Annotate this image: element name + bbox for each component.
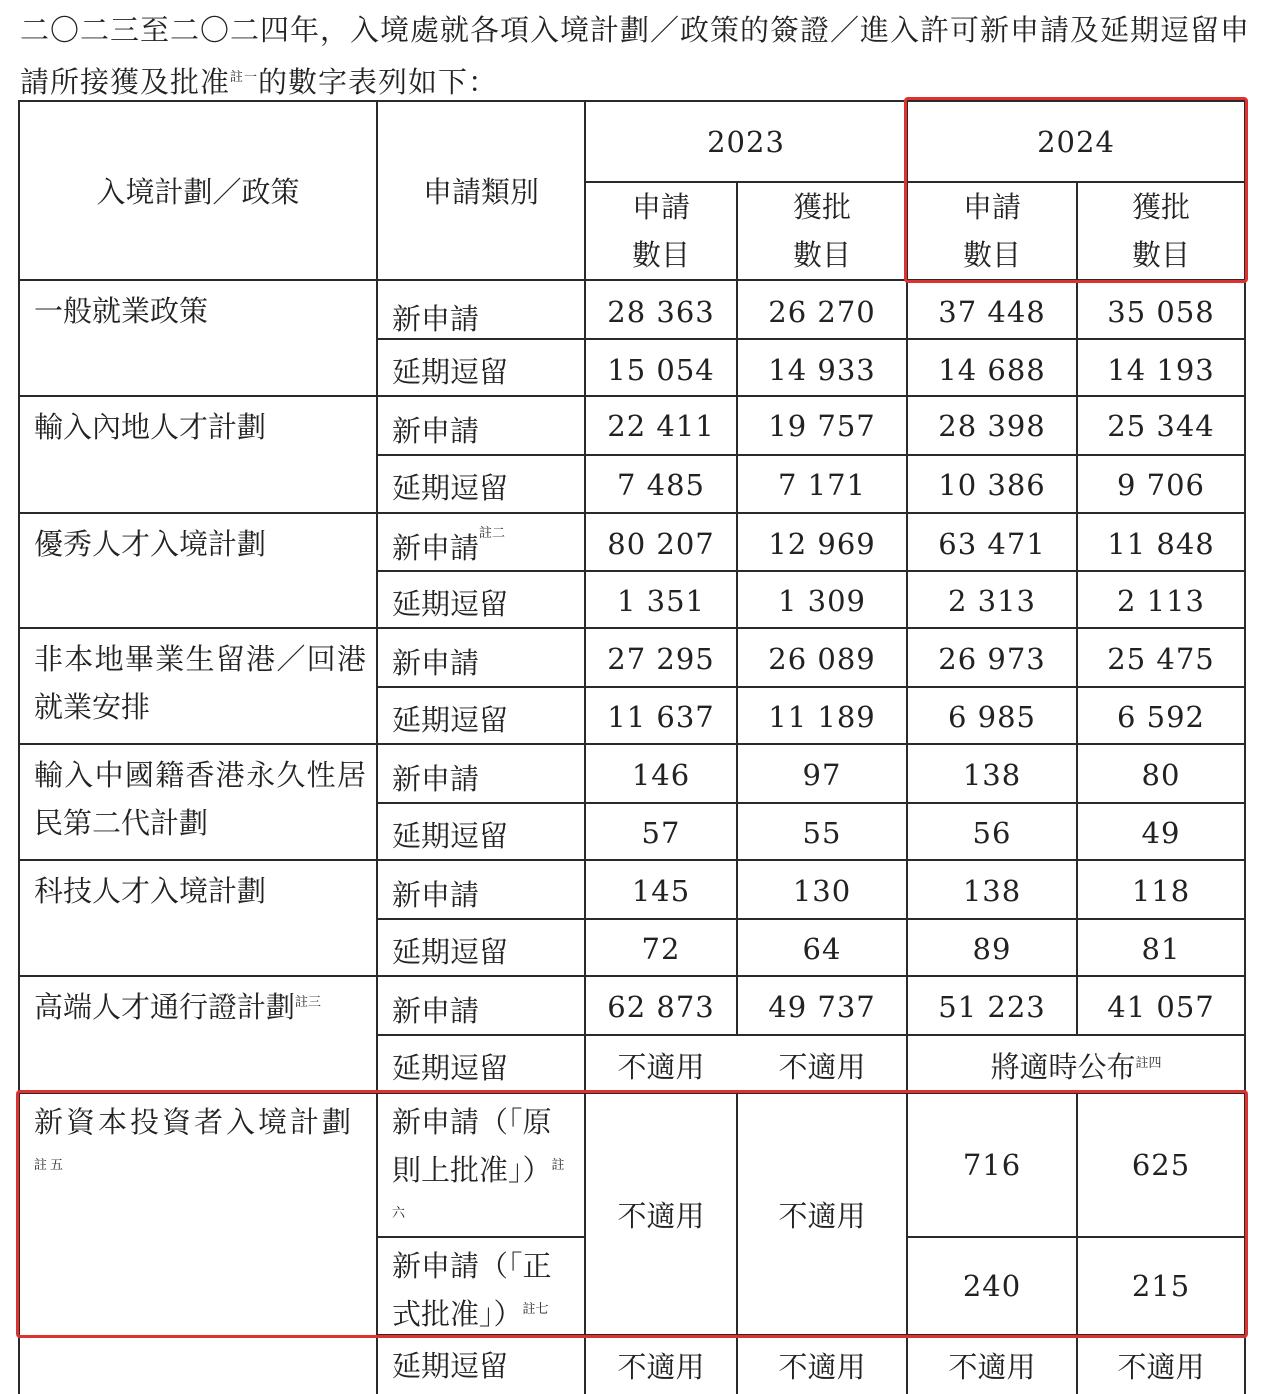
value-cell: 6 592 (1116, 700, 1206, 734)
value-cell: 不適用 (778, 1349, 866, 1384)
footnote-marker: 註七 (522, 1302, 549, 1317)
value-cell: 51 223 (938, 990, 1046, 1024)
intro-tail: 的數字表列如下： (258, 65, 499, 99)
value-cell: 80 207 (607, 527, 715, 561)
application-type: 延期逗留 (392, 471, 509, 505)
scheme-label: 科技人才入境計劃 (34, 874, 267, 908)
value-cell: 25 344 (1107, 408, 1215, 443)
scheme-label: 高端人才通行證計劃$^{註三}$ (34, 990, 322, 1024)
value-cell: 14 193 (1107, 353, 1215, 387)
2024-applications-header: 申請 數目 (962, 190, 1021, 272)
intro-note: 註一 (230, 70, 259, 85)
value-cell: 240 (962, 1269, 1022, 1303)
application-type: 新申請 (392, 646, 480, 680)
value-cell: 2 113 (1116, 584, 1206, 618)
value-cell: 28 363 (607, 295, 715, 329)
application-type: 延期逗留 (392, 1051, 509, 1085)
value-cell: 2 313 (947, 584, 1037, 618)
value-cell: 57 (641, 816, 681, 850)
value-cell: 63 471 (938, 527, 1046, 561)
value-cell: 不適用 (948, 1349, 1036, 1384)
value-cell: 56 (972, 816, 1012, 850)
highlight-cies-row (16, 1090, 1248, 1338)
value-cell: 625 (1131, 1148, 1191, 1182)
scheme-column-header: 入境計劃／政策 (96, 175, 300, 209)
value-cell: 1 351 (616, 584, 706, 618)
value-cell: 28 398 (938, 408, 1046, 443)
application-type: 延期逗留 (392, 587, 509, 621)
value-cell: 72 (641, 932, 681, 966)
value-cell: 35 058 (1107, 295, 1215, 329)
value-cell: 不適用 (617, 1049, 705, 1084)
footnote-marker: 註五 (34, 1158, 67, 1173)
application-type: 新申請 (392, 994, 480, 1028)
value-cell: 716 (962, 1148, 1022, 1182)
value-cell: 118 (1131, 874, 1191, 908)
scheme-label: 輸入中國籍香港永久性居民第二代計劃 (34, 758, 366, 840)
application-type: 延期逗留 (392, 935, 509, 969)
type-column-header: 申請類別 (422, 175, 539, 209)
value-cell: 15 054 (607, 353, 715, 387)
value-cell: 138 (962, 874, 1022, 908)
value-cell: 49 (1141, 816, 1181, 850)
value-cell: 26 270 (768, 295, 876, 329)
value-cell: 145 (631, 874, 691, 908)
value-cell: 7 171 (777, 468, 867, 502)
value-cell: 55 (802, 816, 842, 850)
value-cell: 62 873 (607, 990, 715, 1024)
value-cell: 19 757 (768, 408, 876, 443)
application-type: 延期逗留 (392, 819, 509, 853)
value-cell: 7 485 (616, 468, 706, 502)
footnote-marker: 註六 (392, 1158, 565, 1221)
intro-paragraph (20, 4, 1250, 108)
2024-approvals-header: 獲批 數目 (1131, 190, 1190, 272)
value-cell: 不適用 (617, 1349, 705, 1384)
2023-applications-header: 申請 數目 (631, 190, 690, 272)
value-cell: 22 411 (607, 408, 715, 443)
application-type: 新申請 (392, 878, 480, 912)
value-cell: 9 706 (1116, 468, 1206, 502)
year-2023-header: 2023 (707, 124, 785, 159)
scheme-label-cies: 新資本投資者入境計劃$^{註五}$ (34, 1105, 355, 1173)
value-cell: 37 448 (938, 295, 1046, 329)
application-type: 新申請（「正式批准」）$^{註七}$ (392, 1249, 552, 1331)
value-cell: 26 089 (768, 642, 876, 676)
value-cell: 81 (1141, 932, 1181, 966)
value-cell: 不適用 (617, 1198, 705, 1233)
value-cell: 1 309 (777, 584, 867, 618)
value-cell: 11 637 (607, 700, 715, 734)
value-cell: 11 189 (768, 700, 876, 734)
footnote-marker: 註二 (479, 526, 506, 541)
value-cell: 49 737 (768, 990, 876, 1024)
value-cell: 138 (962, 758, 1022, 792)
highlight-2024-header (904, 97, 1248, 283)
value-cell: 27 295 (607, 642, 715, 676)
intro-text: 二〇二三至二〇二四年，入境處就各項入境計劃／政策的簽證／進入許可新申請及延期逗留申請所接獲及批准 (20, 13, 1251, 99)
application-type: 延期逗留 (392, 703, 509, 737)
application-type: 新申請 (392, 762, 480, 796)
value-cell: 215 (1131, 1269, 1191, 1303)
application-type: 延期逗留 (392, 1349, 509, 1383)
value-cell: 97 (802, 758, 842, 792)
value-cell: 不適用 (778, 1049, 866, 1084)
value-cell: 80 (1141, 758, 1181, 792)
value-cell: 11 848 (1107, 527, 1215, 561)
value-cell: 64 (802, 932, 842, 966)
value-cell: 不適用 (778, 1198, 866, 1233)
application-type: 新申請 (392, 414, 480, 448)
value-cell: 89 (972, 932, 1012, 966)
application-type: 延期逗留 (392, 355, 509, 389)
scheme-label: 輸入內地人才計劃 (34, 410, 267, 444)
year-2024-header: 2024 (1037, 124, 1115, 159)
scheme-label: 一般就業政策 (34, 294, 209, 328)
value-cell: 6 985 (947, 700, 1037, 734)
application-type: 新申請 (392, 302, 480, 336)
scheme-label: 非本地畢業生留港／回港就業安排 (34, 642, 366, 724)
value-cell: 14 688 (938, 353, 1046, 387)
value-cell: 14 933 (768, 353, 876, 387)
2023-approvals-header: 獲批 數目 (792, 190, 851, 272)
value-cell: 25 475 (1107, 642, 1215, 676)
application-type: 新申請（「原則上批准」）$^{註六}$ (392, 1105, 565, 1221)
value-cell: 130 (792, 874, 852, 908)
footnote-marker: 註三 (295, 995, 322, 1010)
value-cell: 146 (631, 758, 691, 792)
value-cell: 10 386 (938, 468, 1046, 502)
value-cell: 12 969 (768, 527, 876, 561)
merged-value-cell: 將適時公布 $^{註四}$ (990, 1049, 1162, 1084)
value-cell: 不適用 (1117, 1349, 1205, 1384)
footnote-marker: 註四 (1135, 1055, 1162, 1071)
scheme-label: 優秀人才入境計劃 (34, 527, 267, 561)
value-cell: 26 973 (938, 642, 1046, 676)
application-type: 新申請$^{註二}$ (392, 526, 506, 565)
value-cell: 41 057 (1107, 990, 1215, 1024)
